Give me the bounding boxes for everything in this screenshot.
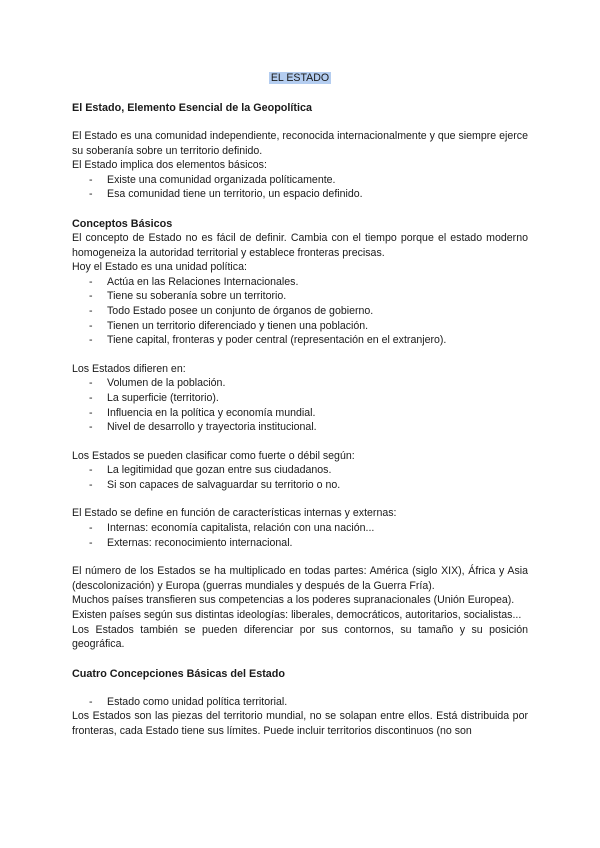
bullet-list [72, 695, 528, 710]
list-item: - Esa comunidad tiene un territorio, un espacio definido. [72, 187, 528, 202]
list-item: - Estado como unidad política territorial. [72, 695, 528, 710]
section-heading-concepciones: Cuatro Concepciones Básicas del Estado [72, 667, 286, 680]
paragraph: El Estado implica dos elementos básicos: [72, 159, 267, 172]
list-item: - La superficie (territorio). [72, 391, 528, 406]
bullet-list [72, 521, 528, 550]
list-item: - La legitimidad que gozan entre sus ciudadanos. [72, 463, 528, 478]
list-item: - Tienen un territorio diferenciado y tienen una población. [72, 319, 528, 334]
paragraph: Los Estados son las piezas del territorio mundial, no se solapan entre ellos. Está distribuida por fronteras, cada Estado tiene sus límites. Puede incluir territorios discontinuos (no son [72, 710, 528, 737]
paragraph: El Estado es una comunidad independiente, reconocida internacionalmente y que siempre ejerce su soberanía sobre un territorio definido. [72, 130, 528, 157]
section-heading-conceptos: Conceptos Básicos [72, 217, 173, 230]
paragraph: Los Estados se pueden clasificar como fuerte o débil según: [72, 449, 355, 462]
list-item: - Si son capaces de salvaguardar su territorio o no. [72, 478, 528, 493]
bullet-list [72, 275, 528, 348]
paragraph: Muchos países transfieren sus competencias a los poderes supranacionales (Unión Europea). [72, 594, 515, 607]
list-item: - Externas: reconocimiento internacional. [72, 536, 528, 551]
list-item: - Nivel de desarrollo y trayectoria institucional. [72, 420, 528, 435]
paragraph: Los Estados difieren en: [72, 362, 186, 375]
document-title: EL ESTADO [270, 72, 330, 84]
list-item: - Tiene su soberanía sobre un territorio. [72, 289, 528, 304]
list-item: - Actúa en las Relaciones Internacionales. [72, 275, 528, 290]
bullet-list [72, 463, 528, 492]
list-item: - Todo Estado posee un conjunto de órganos de gobierno. [72, 304, 528, 319]
list-item: - Tiene capital, fronteras y poder central (representación en el extranjero). [72, 333, 528, 348]
paragraph: Hoy el Estado es una unidad política: [72, 261, 247, 274]
title-container [0, 72, 600, 84]
paragraph: El Estado se define en función de características internas y externas: [72, 507, 397, 520]
list-item: - Influencia en la política y economía mundial. [72, 406, 528, 421]
document-body [72, 101, 528, 739]
paragraph: Los Estados también se pueden diferenciar por sus contornos, su tamaño y su posición geográfica. [72, 623, 528, 651]
list-item: - Internas: economía capitalista, relación con una nación... [72, 521, 528, 536]
list-item: - Volumen de la población. [72, 376, 528, 391]
section-heading-geopolitica: El Estado, Elemento Esencial de la Geopolítica [72, 102, 313, 114]
bullet-list [72, 376, 528, 434]
paragraph: Existen países según sus distintas ideologías: liberales, democráticos, autoritarios, socialistas... [72, 609, 522, 622]
paragraph: El número de los Estados se ha multiplicado en todas partes: América (siglo XIX), África y Asia (descolonización) y Europa (guerras mundiales y después de la Guerra Fría). [72, 565, 528, 592]
list-item: - Existe una comunidad organizada políticamente. [72, 173, 528, 188]
bullet-list [72, 173, 528, 202]
paragraph: El concepto de Estado no es fácil de definir. Cambia con el tiempo porque el estado moderno homogeneiza la autoridad territorial y establece fronteras precisas. [72, 231, 528, 259]
